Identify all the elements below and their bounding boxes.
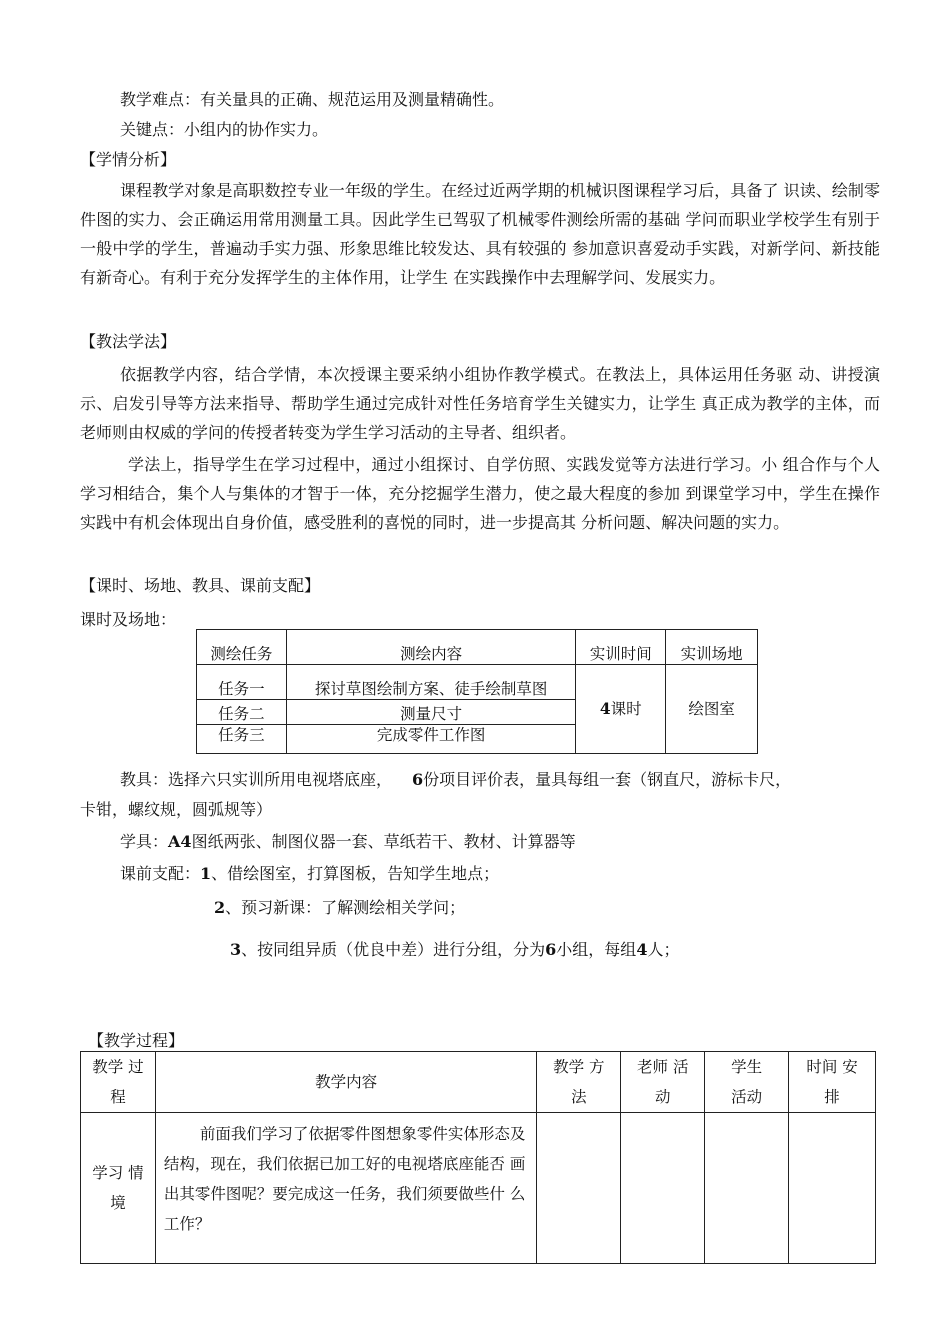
header-task: 测绘任务 [197, 630, 287, 665]
prep-item-2 [214, 898, 465, 918]
prep-number-1: 1 [200, 864, 212, 883]
prep-text-1: 、借绘图室，打算图板，告知学生地点； [211, 864, 500, 883]
table-row [81, 1113, 876, 1264]
student-tools-prefix: 学具： [120, 832, 169, 851]
schedule-header-row [197, 630, 758, 665]
section-heading-arrangement: 【课时、场地、教具、课前支配】 [80, 576, 321, 595]
header-content: 教学内容 [155, 1052, 537, 1113]
prep-text-2: 、预习新课：了解测绘相关学问； [225, 898, 466, 917]
key-point: 关键点：小组内的协作实力。 [120, 120, 329, 139]
header-time-line-1: 时间 安 [806, 1058, 858, 1076]
prep-item-3 [230, 940, 679, 960]
content-cell: 探讨草图绘制方案、徒手绘制草图 [286, 665, 575, 700]
process-header-row [81, 1052, 876, 1113]
header-time-line-2: 排 [824, 1088, 840, 1106]
tools-line [120, 770, 791, 790]
time-cell [576, 665, 666, 754]
time-number: 4 [599, 699, 611, 718]
header-teacher [621, 1052, 705, 1113]
prep-item-1 [120, 864, 499, 884]
header-time [789, 1052, 876, 1113]
schedule-table [196, 629, 758, 754]
header-stage-line-1: 教学 过 [92, 1058, 144, 1076]
student-tools-rest: 图纸两张、制图仪器一套、草纸若干、教材、计算器等 [191, 832, 576, 851]
process-table [80, 1051, 876, 1264]
time-cell [789, 1113, 876, 1264]
header-content: 测绘内容 [286, 630, 575, 665]
prep-text-3a: 、按同组异质（优良中差）进行分组，分为 [241, 940, 546, 959]
prep-text-3c: 人； [647, 940, 680, 959]
venue-label: 课时及场地： [80, 610, 177, 629]
header-method-line-2: 法 [571, 1088, 587, 1106]
header-student [705, 1052, 789, 1113]
header-method-line-1: 教学 方 [553, 1058, 605, 1076]
analysis-paragraph: 课程教学对象是高职数控专业一年级的学生。在经过近两学期的机械识图课程学习后，具备了 识读、绘制零件图的实力、会正确运用常用测量工具。因此学生已驾驭了机械零件测绘所需的基础 学问而职业学校学生有别于一般中学的学生，普遍动手实力强、形象思维比较发达、具有较强的 参加意识喜爱动手实践，对新学问、新技能有新奇心。有利于充分发挥学生的主体作用，让学生 在实践操作中去理解学问、发展实力。 [80, 181, 880, 287]
method-paragraph-2: 学法上，指导学生在学习过程中，通过小组探讨、自学仿照、实践发觉等方法进行学习。小 组合作与个人学习相结合，集个人与集体的才智于一体，充分挖掘学生潜力，使之最大程度的参加 到课堂学习中，学生在操作实践中有机会体现出自身价值，感受胜利的喜悦的同时，进一步提高其 分析问题、解决问题的实力。 [80, 455, 880, 532]
section-heading-method: 【教法学法】 [80, 332, 177, 351]
prep-label: 课前支配： [120, 864, 201, 883]
section-heading-process: 【教学过程】 [88, 1031, 185, 1050]
group-size: 4 [636, 940, 648, 959]
method-paragraph-1: 依据教学内容，结合学情，本次授课主要采纳小组协作教学模式。在教法上，具体运用任务驱 动、讲授演示、启发引导等方法来指导、帮助学生通过完成针对性任务培育学生关键实力，让学生 真正成为教学的主体，而老师则由权威的学问的传授者转变为学生学习活动的主导者、组织者。 [80, 365, 880, 442]
header-place: 实训场地 [666, 630, 758, 665]
stage-cell [81, 1113, 156, 1264]
content-cell: 前面我们学习了依据零件图想象零件实体形态及结构，现在，我们依据已加工好的电视塔底座能否 画出其零件图呢？要完成这一任务，我们须要做些什 么工作？ [155, 1113, 537, 1264]
tools-rest: 份项目评价表，量具每组一套（钢直尺，游标卡尺， [423, 770, 792, 789]
teaching-difficulty: 教学难点：有关量具的正确、规范运用及测量精确性。 [120, 90, 505, 109]
prep-number-3: 3 [230, 940, 242, 959]
tools-number: 6 [412, 770, 424, 789]
student-tools [120, 832, 576, 852]
time-unit: 课时 [610, 700, 642, 718]
task-cell: 任务一 [197, 665, 287, 700]
task-cell: 任务三 [197, 725, 287, 754]
place-cell: 绘图室 [666, 665, 758, 754]
paper-size: A4 [168, 832, 192, 851]
prep-text-3b: 小组，每组 [556, 940, 637, 959]
header-stage-line-2: 程 [110, 1088, 126, 1106]
task-cell: 任务二 [197, 700, 287, 725]
content-cell: 完成零件工作图 [286, 725, 575, 754]
header-method [537, 1052, 621, 1113]
method-cell [537, 1113, 621, 1264]
teacher-cell [621, 1113, 705, 1264]
header-teacher-line-1: 老师 活 [637, 1058, 689, 1076]
stage-line-1: 学习 情 [92, 1164, 144, 1182]
header-student-line-1: 学生 [731, 1058, 763, 1076]
prep-number-2: 2 [214, 898, 226, 917]
tools-prefix: 教具：选择六只实训所用电视塔底座， [120, 770, 393, 789]
table-row [197, 665, 758, 700]
stage-line-2: 境 [110, 1194, 126, 1212]
header-time: 实训时间 [576, 630, 666, 665]
header-student-line-2: 活动 [731, 1088, 763, 1106]
content-cell: 测量尺寸 [286, 700, 575, 725]
header-stage [81, 1052, 156, 1113]
group-count: 6 [545, 940, 557, 959]
header-teacher-line-2: 动 [654, 1088, 671, 1106]
student-cell [705, 1113, 789, 1264]
tools-line-2: 卡钳，螺纹规，圆弧规等） [80, 800, 273, 819]
section-heading-analysis: 【学情分析】 [80, 150, 177, 169]
